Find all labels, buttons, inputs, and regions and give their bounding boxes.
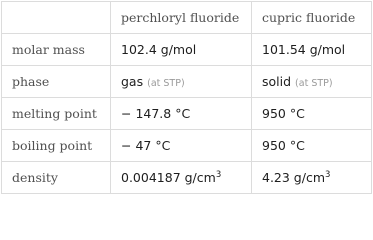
- value-text: gas: [121, 74, 144, 89]
- value-cell: [252, 98, 372, 130]
- row-label: melting point: [2, 98, 111, 130]
- table-row-boiling-point: [2, 130, 372, 162]
- condition-note: (at STP): [295, 78, 333, 89]
- value-text: solid: [262, 74, 292, 89]
- table-row-molar-mass: [2, 34, 372, 66]
- unit-exponent: 3: [325, 170, 331, 180]
- row-label: density: [2, 162, 111, 194]
- value-cell: [252, 162, 372, 194]
- value-cell: [252, 130, 372, 162]
- value-cell: [111, 130, 252, 162]
- row-label: molar mass: [2, 34, 111, 66]
- value-text: 101.54 g/mol: [262, 42, 346, 57]
- value-cell: [111, 162, 252, 194]
- condition-note: (at STP): [147, 78, 185, 89]
- row-label: boiling point: [2, 130, 111, 162]
- value-text: 102.4 g/mol: [121, 42, 197, 57]
- comparison-table: [1, 1, 372, 194]
- value-cell: [111, 66, 252, 98]
- value-cell: [111, 98, 252, 130]
- value-cell: [252, 34, 372, 66]
- value-text: − 147.8 °C: [121, 106, 191, 121]
- value-text: 950 °C: [262, 138, 305, 153]
- value-cell: [111, 34, 252, 66]
- unit-exponent: 3: [215, 170, 222, 180]
- table-row-phase: [2, 66, 372, 98]
- column-header-perchloryl-fluoride: perchloryl fluoride: [111, 2, 252, 34]
- row-label: phase: [2, 66, 111, 98]
- value-text: 4.23 g/cm: [262, 170, 326, 185]
- table-row-density: [2, 162, 372, 194]
- value-text: 0.004187 g/cm: [121, 170, 216, 185]
- value-text: − 47 °C: [121, 138, 171, 153]
- table-row-melting-point: [2, 98, 372, 130]
- corner-cell: [2, 2, 111, 34]
- value-text: 950 °C: [262, 106, 305, 121]
- header-row: [2, 2, 372, 34]
- column-header-cupric-fluoride: cupric fluoride: [252, 2, 372, 34]
- value-cell: [252, 66, 372, 98]
